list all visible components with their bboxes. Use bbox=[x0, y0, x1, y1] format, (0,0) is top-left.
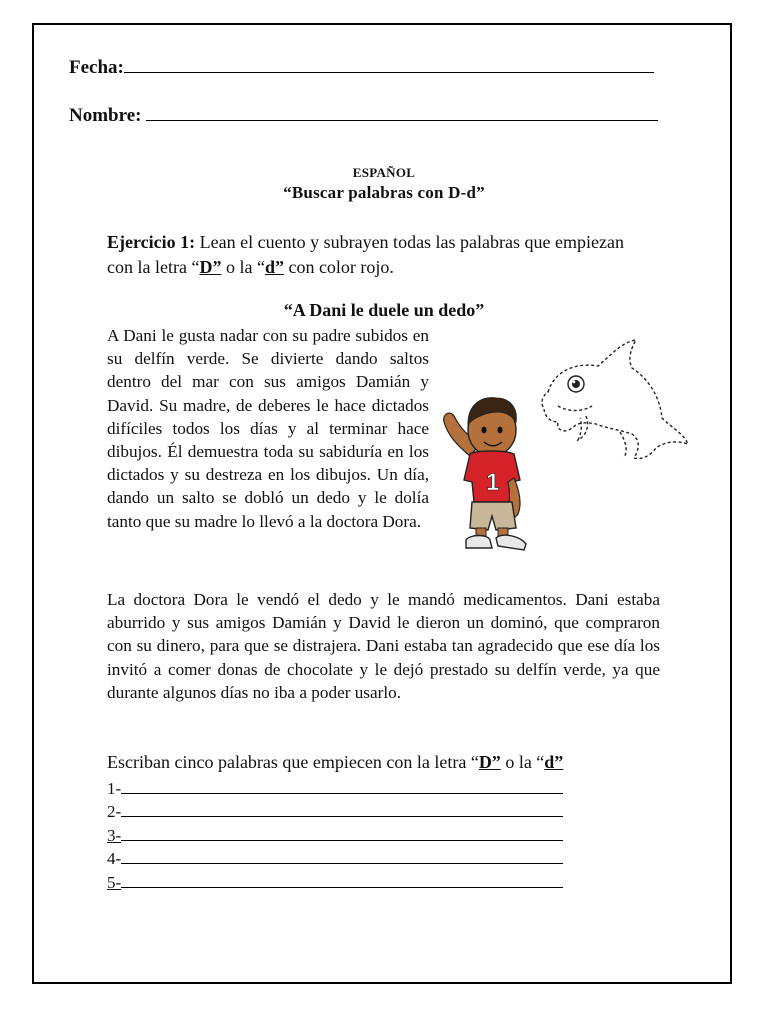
answer-number: 4- bbox=[107, 849, 122, 869]
dolphin-eye bbox=[568, 376, 584, 392]
answer-row[interactable] bbox=[107, 871, 563, 894]
answer-row[interactable] bbox=[107, 824, 563, 847]
answer-number: 5- bbox=[107, 872, 122, 892]
exercise-letter-lower: d” bbox=[264, 257, 284, 277]
answer-row[interactable] bbox=[107, 777, 563, 800]
story-full-text: La doctora Dora le vendó el dedo y le mandó medicamentos. Dani estaba aburrido y sus amigos Damián y David le dieron un dominó, que compraron con su dinero, para que se distrajera. Dani estaba tan agradecido que ese día los invitó a comer donas de chocolate y le dejó prestado su delfín verde, ya que durante algunos días no iba a poder usarlo. bbox=[107, 590, 660, 702]
answer-number: 3- bbox=[107, 825, 122, 845]
name-label: Nombre: bbox=[69, 105, 142, 126]
exercise-letter-upper: D” bbox=[199, 257, 222, 277]
name-field bbox=[69, 105, 658, 127]
answer-line[interactable] bbox=[121, 779, 563, 794]
answer-row[interactable] bbox=[107, 847, 563, 870]
exercise-instructions bbox=[107, 230, 627, 280]
exercise-label: Ejercicio 1: bbox=[107, 232, 196, 252]
answer-blanks bbox=[107, 777, 563, 894]
name-blank-line[interactable] bbox=[146, 105, 658, 121]
task-text-part1: Escriban cinco palabras que empiecen con la letra “ bbox=[107, 752, 479, 772]
task-letter-upper: D” bbox=[478, 752, 501, 772]
story-title: “A Dani le duele un dedo” bbox=[283, 300, 485, 320]
dolphin-icon bbox=[542, 340, 688, 459]
answer-number: 2- bbox=[107, 802, 122, 822]
date-field bbox=[69, 57, 654, 79]
answer-row[interactable] bbox=[107, 800, 563, 823]
answer-line[interactable] bbox=[121, 826, 563, 841]
story-column-text: A Dani le gusta nadar con su padre subidos en su delfín verde. Se divierte dando saltos dentro del mar con sus amigos Damián y David. Su madre, de deberes le hace dictados difíciles todos los días y al terminar hace dibujos. Él demuestra toda su sabiduría en los dictados y su destreza en los dibujos. Un día, dando un salto se dobló un dedo y le dolía tanto que su madre lo llevó a la doctora Dora. bbox=[107, 326, 429, 531]
date-label: Fecha: bbox=[69, 57, 124, 78]
answer-number: 1- bbox=[107, 779, 122, 798]
boy-and-dolphin-illustration bbox=[436, 332, 696, 554]
task-letter-lower: d” bbox=[544, 752, 564, 772]
worksheet-title: “Buscar palabras con D-d” bbox=[283, 183, 485, 202]
date-blank-line[interactable] bbox=[124, 57, 654, 73]
story-paragraph-2 bbox=[107, 588, 660, 704]
exercise-text-part3: con color rojo. bbox=[283, 257, 394, 277]
boy-figure bbox=[444, 398, 526, 550]
answer-line[interactable] bbox=[121, 849, 563, 864]
story-paragraph-1 bbox=[107, 324, 429, 533]
subject-heading: ESPAÑOL bbox=[352, 165, 416, 180]
task-text-part2: o la “ bbox=[500, 752, 545, 772]
task-prompt bbox=[107, 752, 563, 773]
exercise-text-part2: o la “ bbox=[221, 257, 265, 277]
answer-line[interactable] bbox=[121, 802, 563, 817]
answer-line[interactable] bbox=[121, 873, 563, 888]
exercise-text-part1: Lean el cuento y subrayen todas las palabras que empiezan con la letra “ bbox=[107, 232, 624, 277]
shirt-number: 1 bbox=[486, 469, 500, 496]
